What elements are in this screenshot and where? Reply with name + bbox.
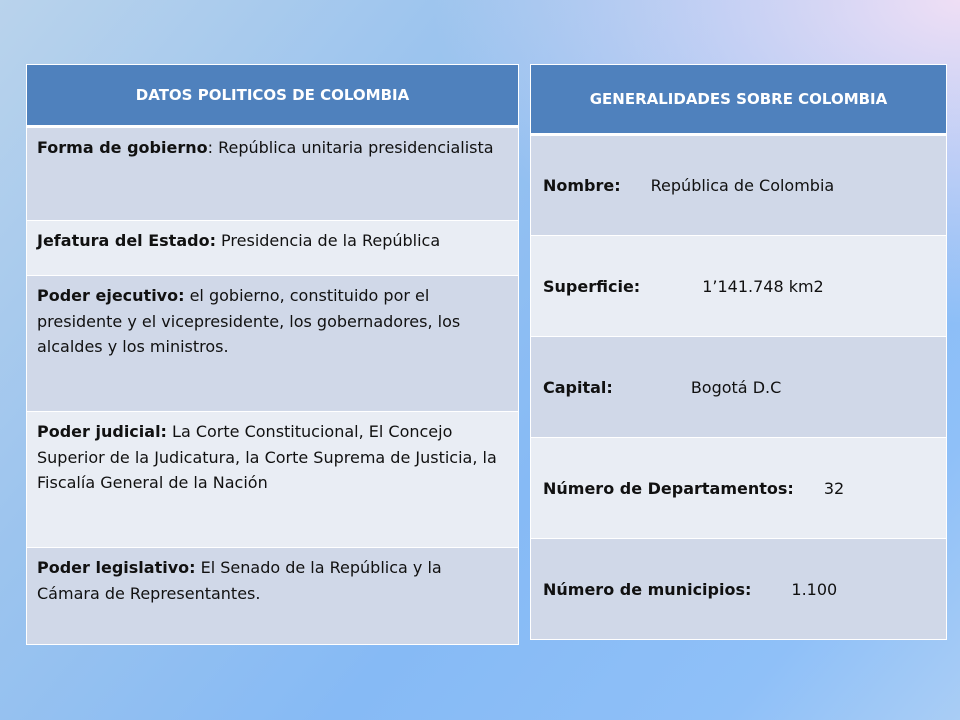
row-value: 1’141.748 km2 [702,276,824,296]
table-cell [531,135,947,236]
row-label: Jefatura del Estado: [37,231,216,250]
row-label: Número de Departamentos: [543,478,794,498]
table-header-row [27,65,519,127]
table-title: DATOS POLITICOS DE COLOMBIA [27,65,519,127]
row-label: Número de municipios: [543,579,752,599]
table-row [27,412,519,548]
table-cell [27,221,519,276]
table-header-row [531,65,947,135]
row-label: Nombre: [543,176,621,195]
row-label: Superficie: [543,276,641,296]
row-value: El Senado de la República y la Cámara de Representantes. [37,558,442,603]
table-row [531,337,947,438]
table-row [27,127,519,221]
table-cell [531,438,947,539]
row-value: La Corte Constitucional, El Concejo Superior de la Judicatura, la Corte Suprema de Justicia, la Fiscalía General de la Nación [37,422,497,492]
table-cell [27,127,519,221]
row-value: Bogotá D.C [690,377,782,397]
row-value: 32 [823,478,845,498]
political-data-table [26,64,519,645]
row-label: Poder judicial: [37,422,167,441]
table-cell [531,337,947,438]
row-value: : República unitaria presidencialista [207,138,494,157]
table-cell [27,412,519,548]
row-label: Poder legislativo: [37,558,196,577]
table-title: GENERALIDADES SOBRE COLOMBIA [531,65,947,135]
table-row [531,236,947,337]
table-row [27,276,519,412]
table-cell [531,539,947,640]
row-label: Poder ejecutivo: [37,286,185,305]
table-row [27,221,519,276]
table-row [531,539,947,640]
row-value: el gobierno, constituido por el presidente y el vicepresidente, los gobernadores, los alcaldes y los ministros. [37,286,461,356]
table-row [531,438,947,539]
table-row [531,135,947,236]
table-row [27,548,519,645]
table-cell [531,236,947,337]
table-cell [27,548,519,645]
table-cell [27,276,519,412]
row-value: Presidencia de la República [215,231,441,250]
row-label: Forma de gobierno [37,138,208,157]
general-data-table [530,64,947,640]
row-value: 1.100 [791,579,838,599]
row-value: República de Colombia [650,176,835,195]
row-label: Capital: [543,377,613,397]
